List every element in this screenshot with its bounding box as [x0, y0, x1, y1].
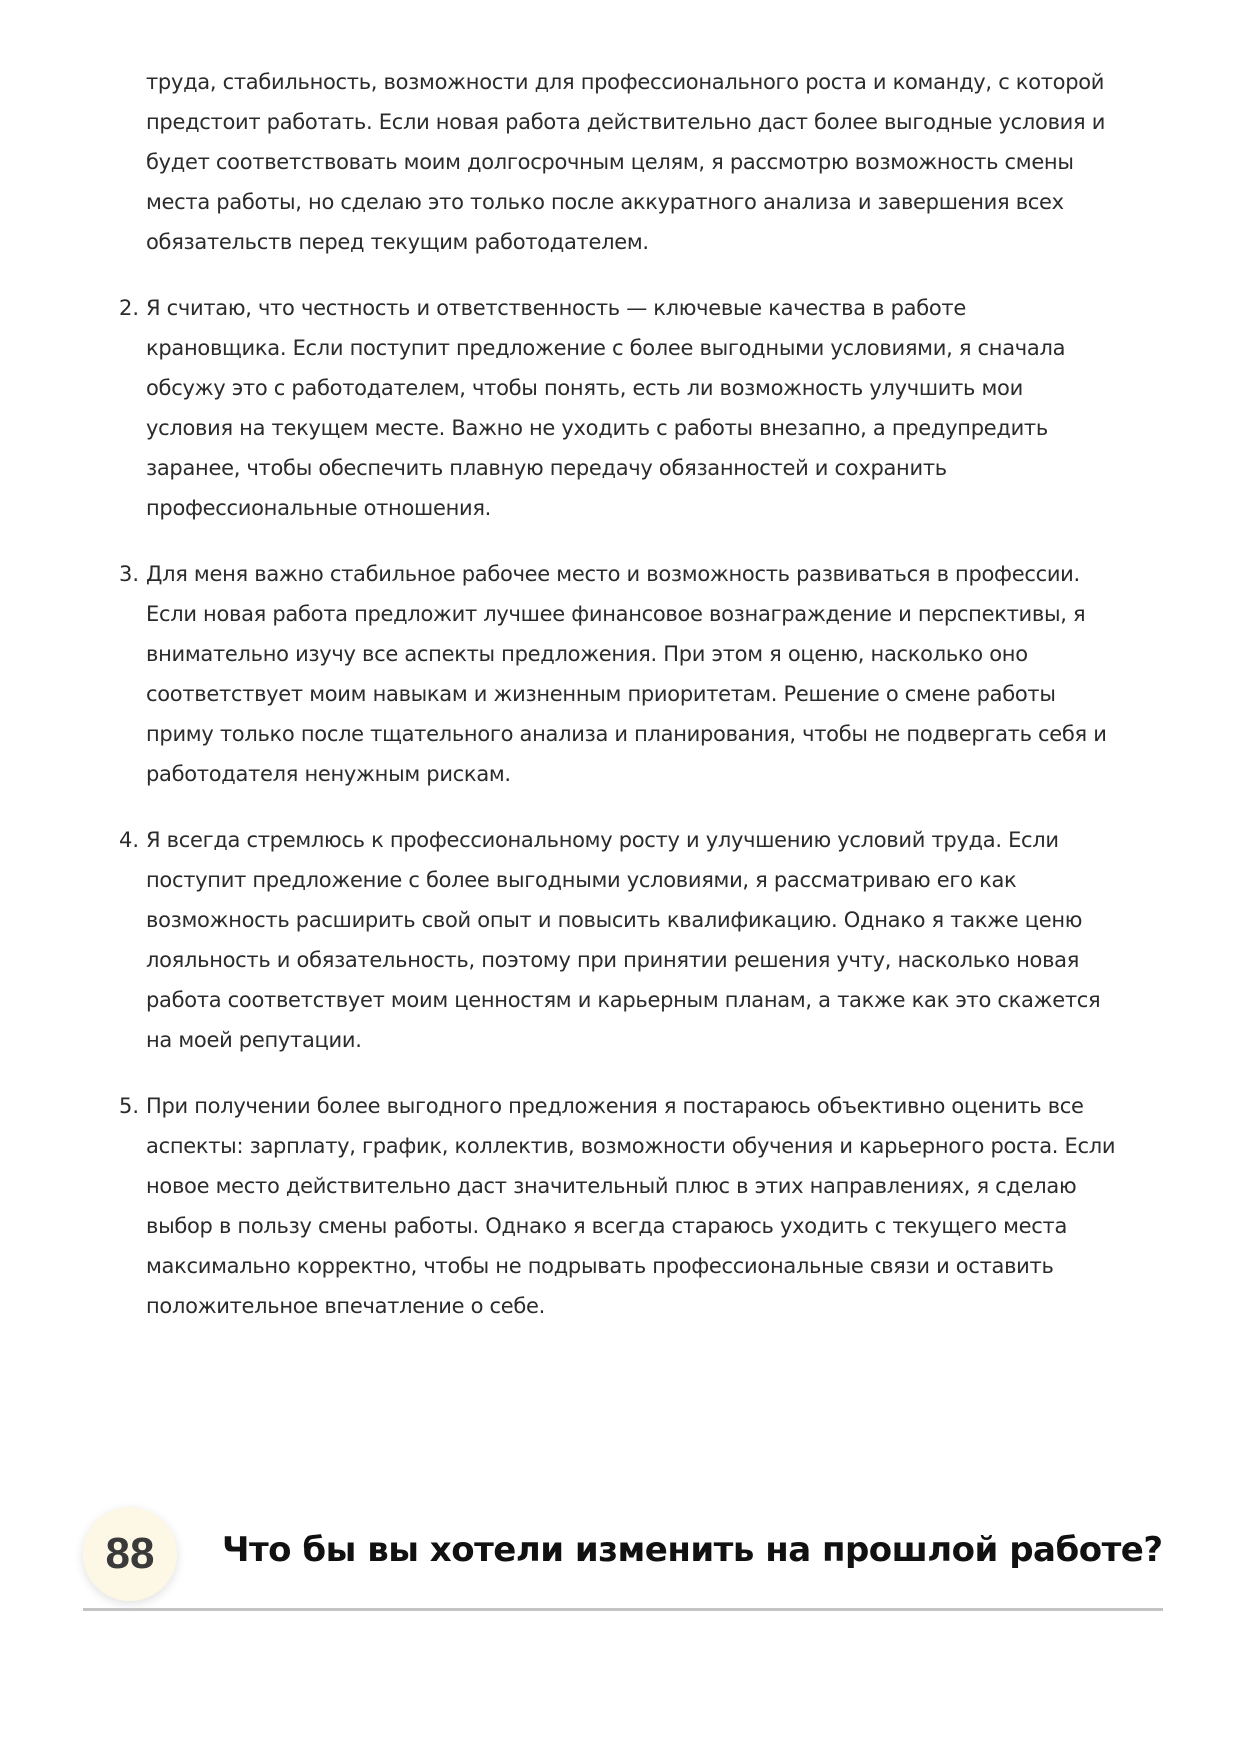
answer-text-line: места работы, но сделаю это только после аккуратного анализа и завершения всех	[146, 190, 1064, 214]
answer-text-line: предстоит работать. Если новая работа действительно даст более выгодные условия и	[146, 110, 1106, 134]
answer-text-line: Я считаю, что честность и ответственность — ключевые качества в работе	[146, 296, 966, 320]
answer-text-line: крановщика. Если поступит предложение с более выгодными условиями, я сначала	[146, 336, 1066, 360]
heading-divider	[83, 1608, 1163, 1611]
answer-number: 4.	[119, 828, 140, 852]
answer-text-line: обсужу это с работодателем, чтобы понять, есть ли возможность улучшить мои	[146, 376, 1023, 400]
answer-text-line: аспекты: зарплату, график, коллектив, возможности обучения и карьерного роста. Если	[146, 1134, 1116, 1158]
answer-item	[119, 554, 1176, 794]
answer-text-line: новое место действительно даст значительный плюс в этих направлениях, я сделаю	[146, 1174, 1077, 1198]
question-number-badge: 88	[83, 1507, 177, 1601]
answer-text-line: положительное впечатление о себе.	[146, 1294, 546, 1318]
question-title: Что бы вы хотели изменить на прошлой работе?	[222, 1530, 1163, 1570]
answer-text-line: лояльность и обязательность, поэтому при принятии решения учту, насколько новая	[146, 948, 1080, 972]
answer-item	[146, 62, 1176, 262]
answer-text-line: Если новая работа предложит лучшее финансовое вознаграждение и перспективы, я	[146, 602, 1086, 626]
answer-text-line: Для меня важно стабильное рабочее место и возможность развиваться в профессии.	[146, 562, 1080, 586]
answer-text-line: работа соответствует моим ценностям и карьерным планам, а также как это скажется	[146, 988, 1101, 1012]
answer-text-line: Я всегда стремлюсь к профессиональному росту и улучшению условий труда. Если	[146, 828, 1059, 852]
answer-number: 5.	[119, 1094, 140, 1118]
answer-number: 3.	[119, 562, 140, 586]
answer-list	[119, 62, 1176, 1352]
answer-text-line: возможность расширить свой опыт и повысить квалификацию. Однако я также ценю	[146, 908, 1083, 932]
answer-text-line: условия на текущем месте. Важно не уходить с работы внезапно, а предупредить	[146, 416, 1048, 440]
answer-text-line: поступит предложение с более выгодными условиями, я рассматриваю его как	[146, 868, 1017, 892]
answer-text-line: будет соответствовать моим долгосрочным целям, я рассмотрю возможность смены	[146, 150, 1074, 174]
answer-text-line: выбор в пользу смены работы. Однако я всегда стараюсь уходить с текущего места	[146, 1214, 1068, 1238]
answer-text-line: заранее, чтобы обеспечить плавную передачу обязанностей и сохранить	[146, 456, 947, 480]
answer-text-line: приму только после тщательного анализа и планирования, чтобы не подвергать себя и	[146, 722, 1107, 746]
answer-text-line: внимательно изучу все аспекты предложения. При этом я оценю, насколько оно	[146, 642, 1028, 666]
answer-text-line: работодателя ненужным рискам.	[146, 762, 511, 786]
answer-text-line: труда, стабильность, возможности для профессионального роста и команду, с которой	[146, 70, 1105, 94]
answer-number: 2.	[119, 296, 140, 320]
answer-item	[119, 288, 1176, 528]
question-heading	[83, 1500, 1163, 1610]
answer-text-line: на моей репутации.	[146, 1028, 362, 1052]
answer-item	[119, 1086, 1176, 1326]
answer-text-line: профессиональные отношения.	[146, 496, 492, 520]
answer-text-line: максимально корректно, чтобы не подрывать профессиональные связи и оставить	[146, 1254, 1054, 1278]
answer-text-line: соответствует моим навыкам и жизненным приоритетам. Решение о смене работы	[146, 682, 1056, 706]
answer-item	[119, 820, 1176, 1060]
answer-text-line: При получении более выгодного предложения я постараюсь объективно оценить все	[146, 1094, 1084, 1118]
answer-text-line: обязательств перед текущим работодателем.	[146, 230, 649, 254]
